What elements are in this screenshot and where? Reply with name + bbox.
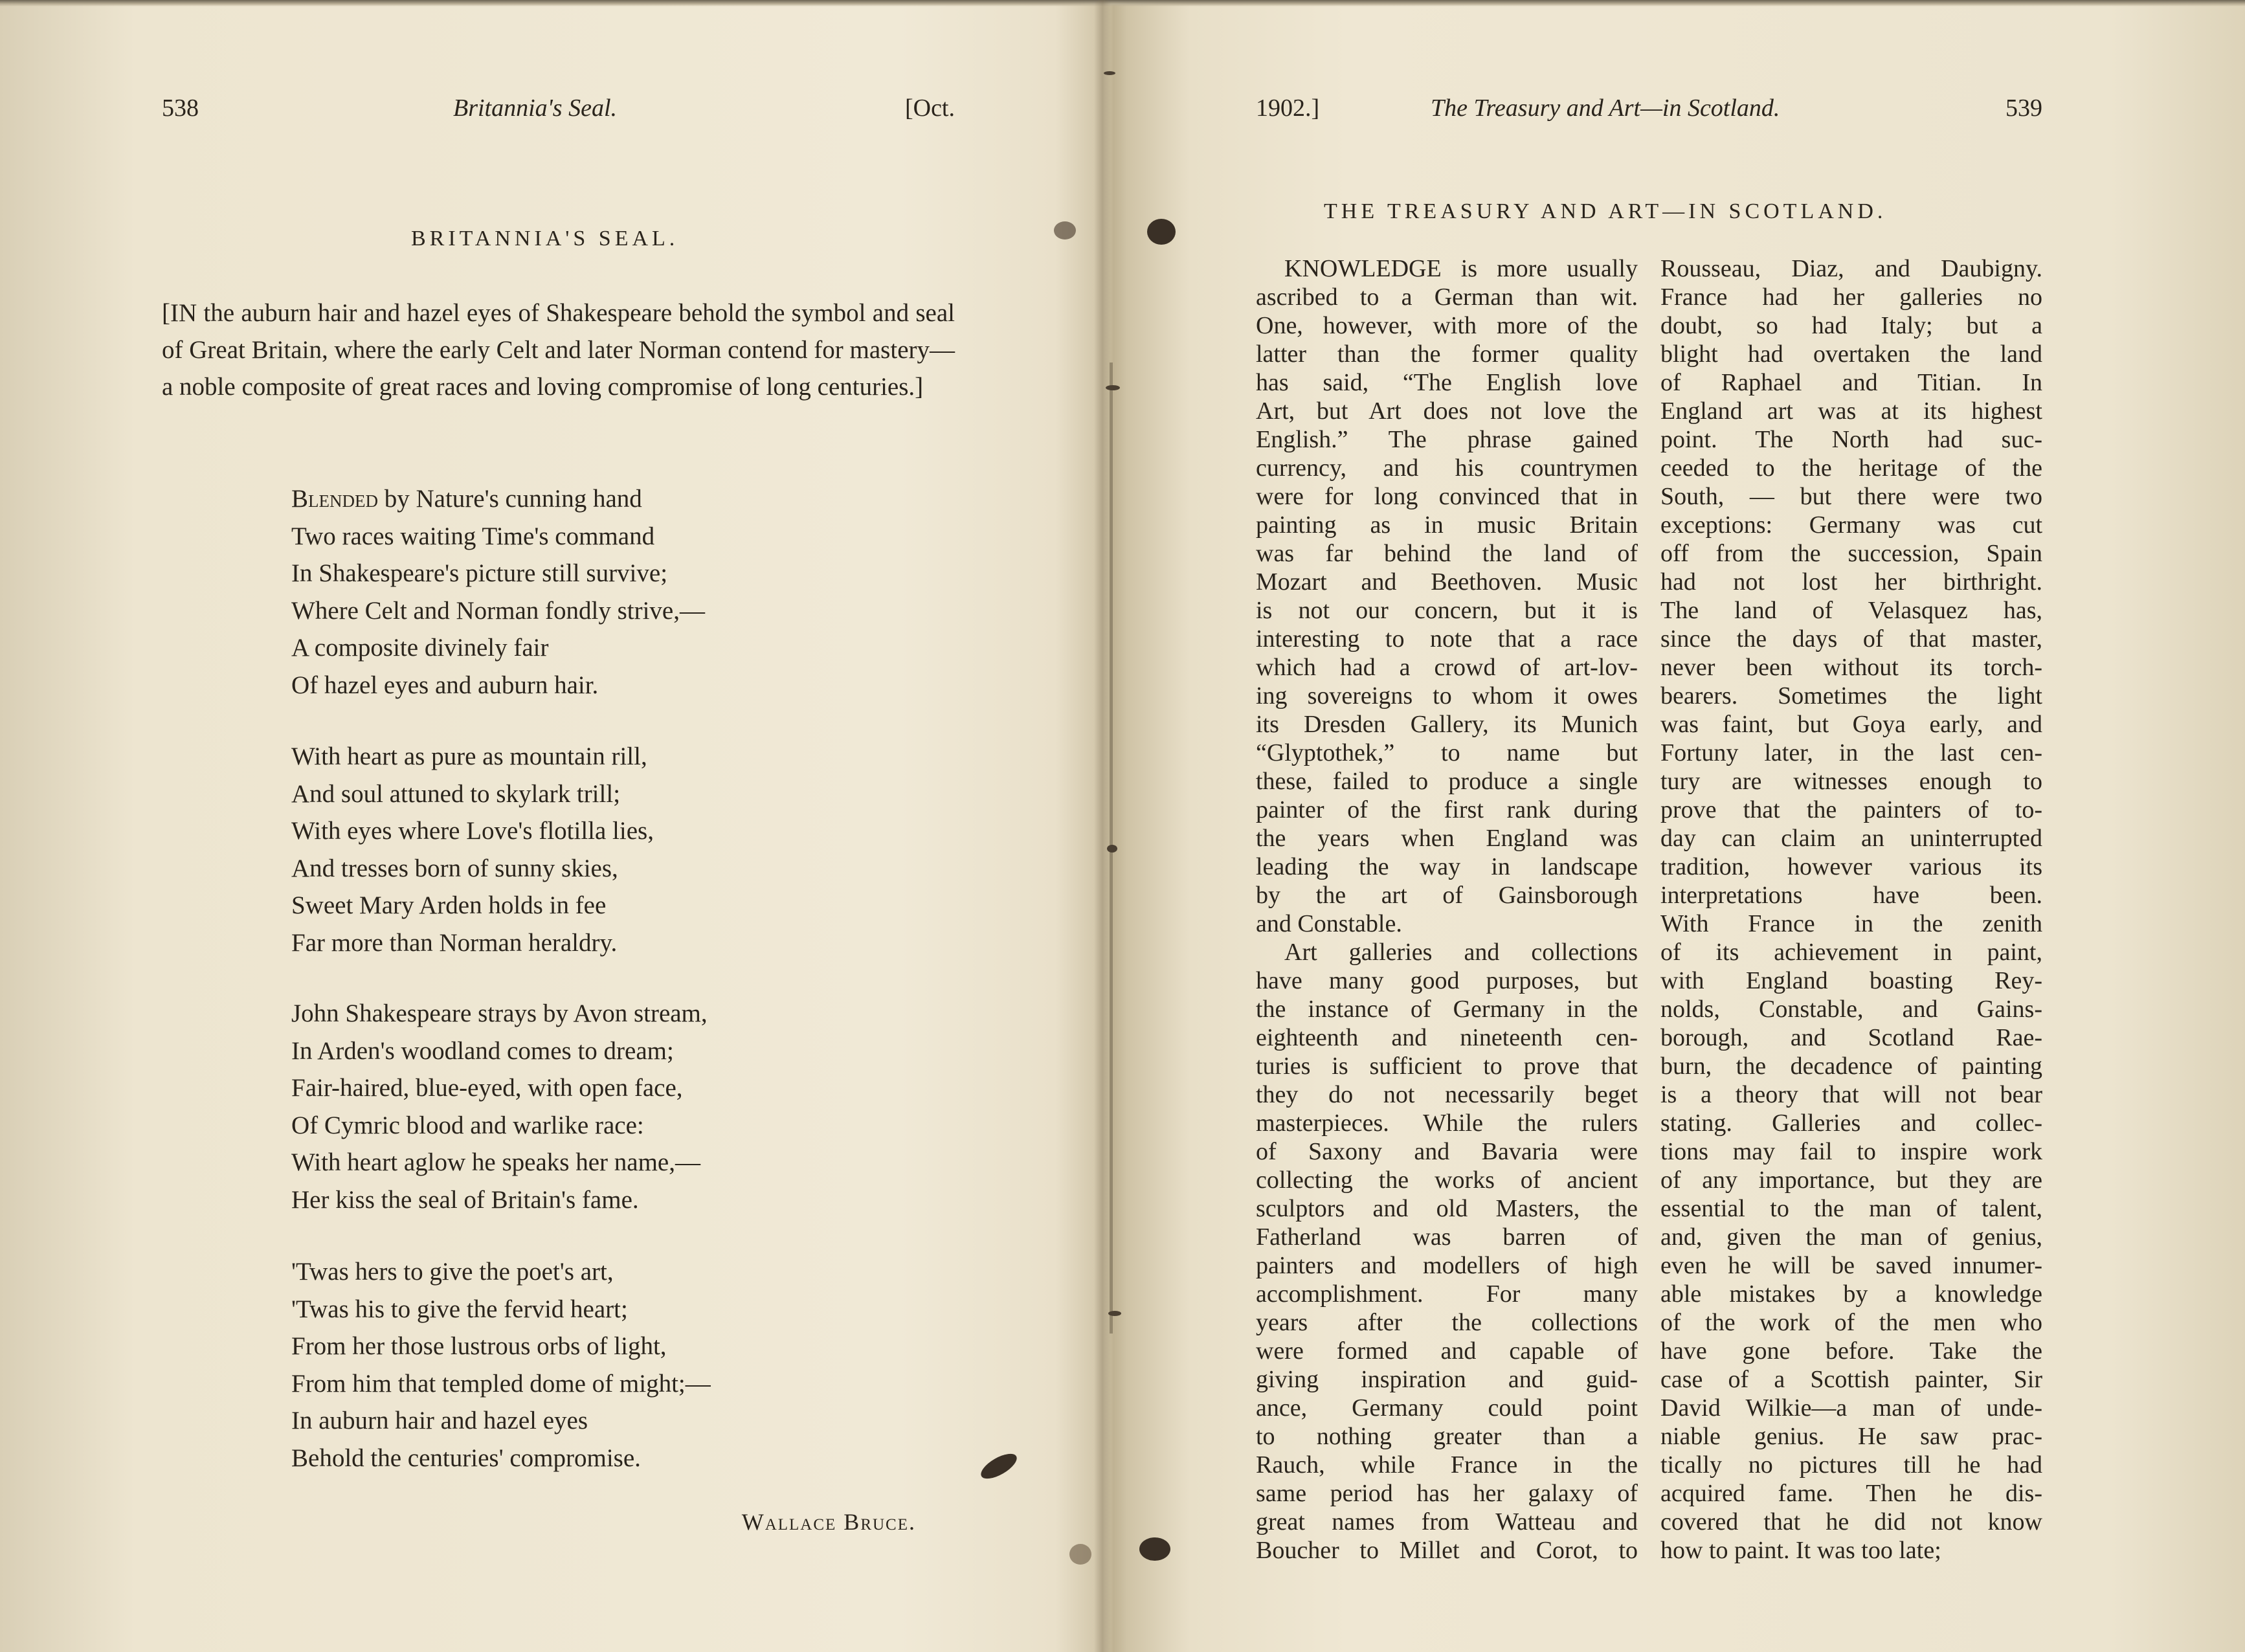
article-line: of Raphael and Titian. In <box>1660 369 2042 396</box>
article-line: ascribed to a German than wit. <box>1256 284 1638 311</box>
article-line: and, given the man of genius, <box>1660 1223 2042 1251</box>
article-title: BRITANNIA'S SEAL. <box>411 227 679 251</box>
ink-spot <box>1054 221 1076 240</box>
article-line: to nothing greater than a <box>1256 1423 1638 1450</box>
article-line: have gone before. Take the <box>1660 1337 2042 1365</box>
article-line: eighteenth and nineteenth cen- <box>1256 1024 1638 1051</box>
article-line: point. The North had suc- <box>1660 426 2042 453</box>
poem-line: Behold the centuries' compromise. <box>291 1444 641 1472</box>
poem-line: Blended by Nature's cunning hand <box>291 485 642 513</box>
poem-line: And tresses born of sunny skies, <box>291 854 618 882</box>
article-line: its Dresden Gallery, its Munich <box>1256 711 1638 738</box>
poem-stanza-1 <box>291 480 705 704</box>
article-line: is a theory that will not bear <box>1660 1081 2042 1108</box>
intro-text: the auburn hair and hazel eyes of Shakespeare behold the symbol and seal of Great Britain, where the early Celt and later Norman contend for mastery—a noble composite of great races and loving compromise of long centuries.] <box>162 299 955 401</box>
binding-stitch <box>1107 845 1117 853</box>
poem-introduction: [IN the auburn hair and hazel eyes of Shakespeare behold the symbol and seal of Great Britain, where the early Celt and later Norman contend for mastery—a noble composite of great races and loving compromise of long centuries.] <box>162 299 955 401</box>
poem-line: In auburn hair and hazel eyes <box>291 1407 588 1434</box>
article-line: accomplishment. For many <box>1256 1280 1638 1308</box>
article-line: how to paint. It was too late; <box>1660 1537 1941 1564</box>
poem-line: From her those lustrous orbs of light, <box>291 1332 667 1360</box>
article-line: giving inspiration and guid- <box>1256 1366 1638 1393</box>
running-title: The Treasury and Art—in Scotland. <box>1431 95 1780 122</box>
text-column-2 <box>1660 254 2042 1565</box>
article-line: is not our concern, but it is <box>1256 597 1638 624</box>
article-line: burn, the decadence of painting <box>1660 1053 2042 1080</box>
binding-stitch <box>1106 385 1120 390</box>
article-line: interesting to note that a race <box>1256 625 1638 653</box>
article-line: Rauch, while France in the <box>1256 1451 1638 1479</box>
article-line: the instance of Germany in the <box>1256 996 1638 1023</box>
poem-line: Sweet Mary Arden holds in fee <box>291 891 607 919</box>
article-line: with England boasting Rey- <box>1660 967 2042 994</box>
article-line: “Glyptothek,” to name but <box>1256 739 1638 766</box>
book-gutter <box>1094 0 1111 1652</box>
article-line: off from the succession, Spain <box>1660 540 2042 567</box>
article-line: tions may fail to inspire work <box>1660 1138 2042 1165</box>
article-line: of Saxony and Bavaria were <box>1256 1138 1638 1165</box>
poem-line: Fair-haired, blue-eyed, with open face, <box>291 1074 683 1102</box>
article-line: ance, Germany could point <box>1256 1394 1638 1422</box>
article-line: tradition, however various its <box>1660 853 2042 880</box>
article-line: great names from Watteau and <box>1256 1508 1638 1535</box>
poem-line: 'Twas hers to give the poet's art, <box>291 1258 614 1286</box>
ink-spot <box>1147 219 1176 245</box>
poem-stanza-2 <box>291 738 654 961</box>
running-date: 1902.] <box>1256 95 1320 122</box>
article-line: One, however, with more of the <box>1256 312 1638 339</box>
article-line: of its achievement in paint, <box>1660 939 2042 966</box>
poem-line: And soul attuned to skylark trill; <box>291 779 621 808</box>
article-line: of the work of the men who <box>1660 1309 2042 1336</box>
poem-stanza-4 <box>291 1253 711 1477</box>
running-title: Britannia's Seal. <box>453 95 618 122</box>
left-page <box>162 0 955 1652</box>
poem-line: In Arden's woodland comes to dream; <box>291 1036 674 1065</box>
article-line: covered that he did not know <box>1660 1508 2042 1535</box>
article-line: Mozart and Beethoven. Music <box>1256 568 1638 596</box>
article-line: South, — but there were two <box>1660 483 2042 510</box>
article-line: day can claim an uninterrupted <box>1660 825 2042 852</box>
article-line: never been without its torch- <box>1660 654 2042 681</box>
poem-line: In Shakespeare's picture still survive; <box>291 559 668 587</box>
article-line: tury are witnesses enough to <box>1660 768 2042 795</box>
poem-line: Where Celt and Norman fondly strive,— <box>291 596 705 625</box>
article-line: painting as in music Britain <box>1256 511 1638 539</box>
article-line: Boucher to Millet and Corot, to <box>1256 1537 1638 1564</box>
poem-line: Her kiss the seal of Britain's fame. <box>291 1185 639 1214</box>
article-line: of any importance, but they are <box>1660 1166 2042 1194</box>
article-line: The land of Velasquez has, <box>1660 597 2042 624</box>
article-line: has said, “The English love <box>1256 369 1638 396</box>
article-line: ing sovereigns to whom it owes <box>1256 682 1638 709</box>
poem-line: With heart as pure as mountain rill, <box>291 742 647 770</box>
article-line: stating. Galleries and collec- <box>1660 1110 2042 1137</box>
article-line: tically no pictures till he had <box>1660 1451 2042 1479</box>
right-page <box>1256 0 2042 1652</box>
poem-line: Two races waiting Time's command <box>291 522 655 550</box>
poem-line: From him that templed dome of might;— <box>291 1369 711 1398</box>
page-number: 538 <box>162 95 199 122</box>
binding-stitch <box>1108 1311 1121 1316</box>
article-line: Art galleries and collections <box>1284 939 1638 966</box>
article-line: they do not necessarily beget <box>1256 1081 1638 1108</box>
article-line: France had her galleries no <box>1660 284 2042 311</box>
article-line: masterpieces. While the rulers <box>1256 1110 1638 1137</box>
poem-line: Far more than Norman heraldry. <box>291 928 618 957</box>
article-line: English.” The phrase gained <box>1256 426 1638 453</box>
poem-line: With heart aglow he speaks her name,— <box>291 1148 700 1176</box>
article-line: ceeded to the heritage of the <box>1660 454 2042 482</box>
running-date: [Oct. <box>904 95 955 122</box>
article-line: sculptors and old Masters, the <box>1256 1195 1638 1222</box>
article-line: leading the way in landscape <box>1256 853 1638 880</box>
article-line: Rousseau, Diaz, and Daubigny. <box>1660 255 2042 282</box>
poem-author: Wallace Bruce. <box>741 1509 916 1535</box>
article-line: able mistakes by a knowledge <box>1660 1280 2042 1308</box>
article-line: have many good purposes, but <box>1256 967 1638 994</box>
poem-line: 'Twas his to give the fervid heart; <box>291 1295 628 1323</box>
intro-first-word: IN <box>170 299 197 327</box>
article-line: which had a crowd of art-lov- <box>1256 654 1638 681</box>
article-line: KNOWLEDGE is more usually <box>1284 255 1638 282</box>
poem-line: John Shakespeare strays by Avon stream, <box>291 999 708 1027</box>
article-line: borough, and Scotland Rae- <box>1660 1024 2042 1051</box>
article-line: acquired fame. Then he dis- <box>1660 1480 2042 1507</box>
text-column-1 <box>1256 254 1638 1565</box>
article-line: Art, but Art does not love the <box>1256 397 1638 425</box>
article-line: David Wilkie—a man of unde- <box>1660 1394 2042 1422</box>
article-line: and Constable. <box>1256 910 1402 937</box>
article-line: currency, and his countrymen <box>1256 454 1638 482</box>
article-line: prove that the painters of to- <box>1660 796 2042 823</box>
article-line: was far behind the land of <box>1256 540 1638 567</box>
article-line: since the days of that master, <box>1660 625 2042 653</box>
article-line: the years when England was <box>1256 825 1638 852</box>
article-line: Fatherland was barren of <box>1256 1223 1638 1251</box>
article-line: even he will be saved innumer- <box>1660 1252 2042 1279</box>
article-line: these, failed to produce a single <box>1256 768 1638 795</box>
article-line: niable genius. He saw prac- <box>1660 1423 2042 1450</box>
article-line: were for long convinced that in <box>1256 483 1638 510</box>
article-line: was faint, but Goya early, and <box>1660 711 2042 738</box>
article-line: same period has her galaxy of <box>1256 1480 1638 1507</box>
ink-spot <box>1139 1537 1170 1561</box>
article-line: were formed and capable of <box>1256 1337 1638 1365</box>
article-line: case of a Scottish painter, Sir <box>1660 1366 2042 1393</box>
article-line: exceptions: Germany was cut <box>1660 511 2042 539</box>
article-line: England art was at its highest <box>1660 397 2042 425</box>
article-line: interpretations have been. <box>1660 882 2042 909</box>
poem-stanza-3 <box>291 995 708 1218</box>
article-line: blight had overtaken the land <box>1660 340 2042 368</box>
page-number: 539 <box>2005 95 2042 122</box>
binding-stitch <box>1104 71 1115 75</box>
article-line: turies is sufficient to prove that <box>1256 1053 1638 1080</box>
running-header-left <box>162 94 955 126</box>
article-line: Fortuny later, in the last cen- <box>1660 739 2042 766</box>
poem-line: Of hazel eyes and auburn hair. <box>291 671 599 699</box>
ink-spot <box>1069 1544 1091 1565</box>
poem-line: A composite divinely fair <box>291 634 549 662</box>
article-line: With France in the zenith <box>1660 910 2042 937</box>
article-line: doubt, so had Italy; but a <box>1660 312 2042 339</box>
article-line: collecting the works of ancient <box>1256 1166 1638 1194</box>
article-line: nolds, Constable, and Gains- <box>1660 996 2042 1023</box>
poem-line: Of Cymric blood and warlike race: <box>291 1111 644 1139</box>
poem-line: With eyes where Love's flotilla lies, <box>291 817 654 845</box>
article-line: painters and modellers of high <box>1256 1252 1638 1279</box>
article-line: latter than the former quality <box>1256 340 1638 368</box>
article-title: THE TREASURY AND ART—IN SCOTLAND. <box>1324 199 1887 223</box>
article-line: essential to the man of talent, <box>1660 1195 2042 1222</box>
article-line: by the art of Gainsborough <box>1256 882 1638 909</box>
article-line: had not lost her birthright. <box>1660 568 2042 596</box>
running-header-right <box>1256 94 2042 126</box>
article-line: years after the collections <box>1256 1309 1638 1336</box>
article-line: painter of the first rank during <box>1256 796 1638 823</box>
article-line: bearers. Sometimes the light <box>1660 682 2042 709</box>
